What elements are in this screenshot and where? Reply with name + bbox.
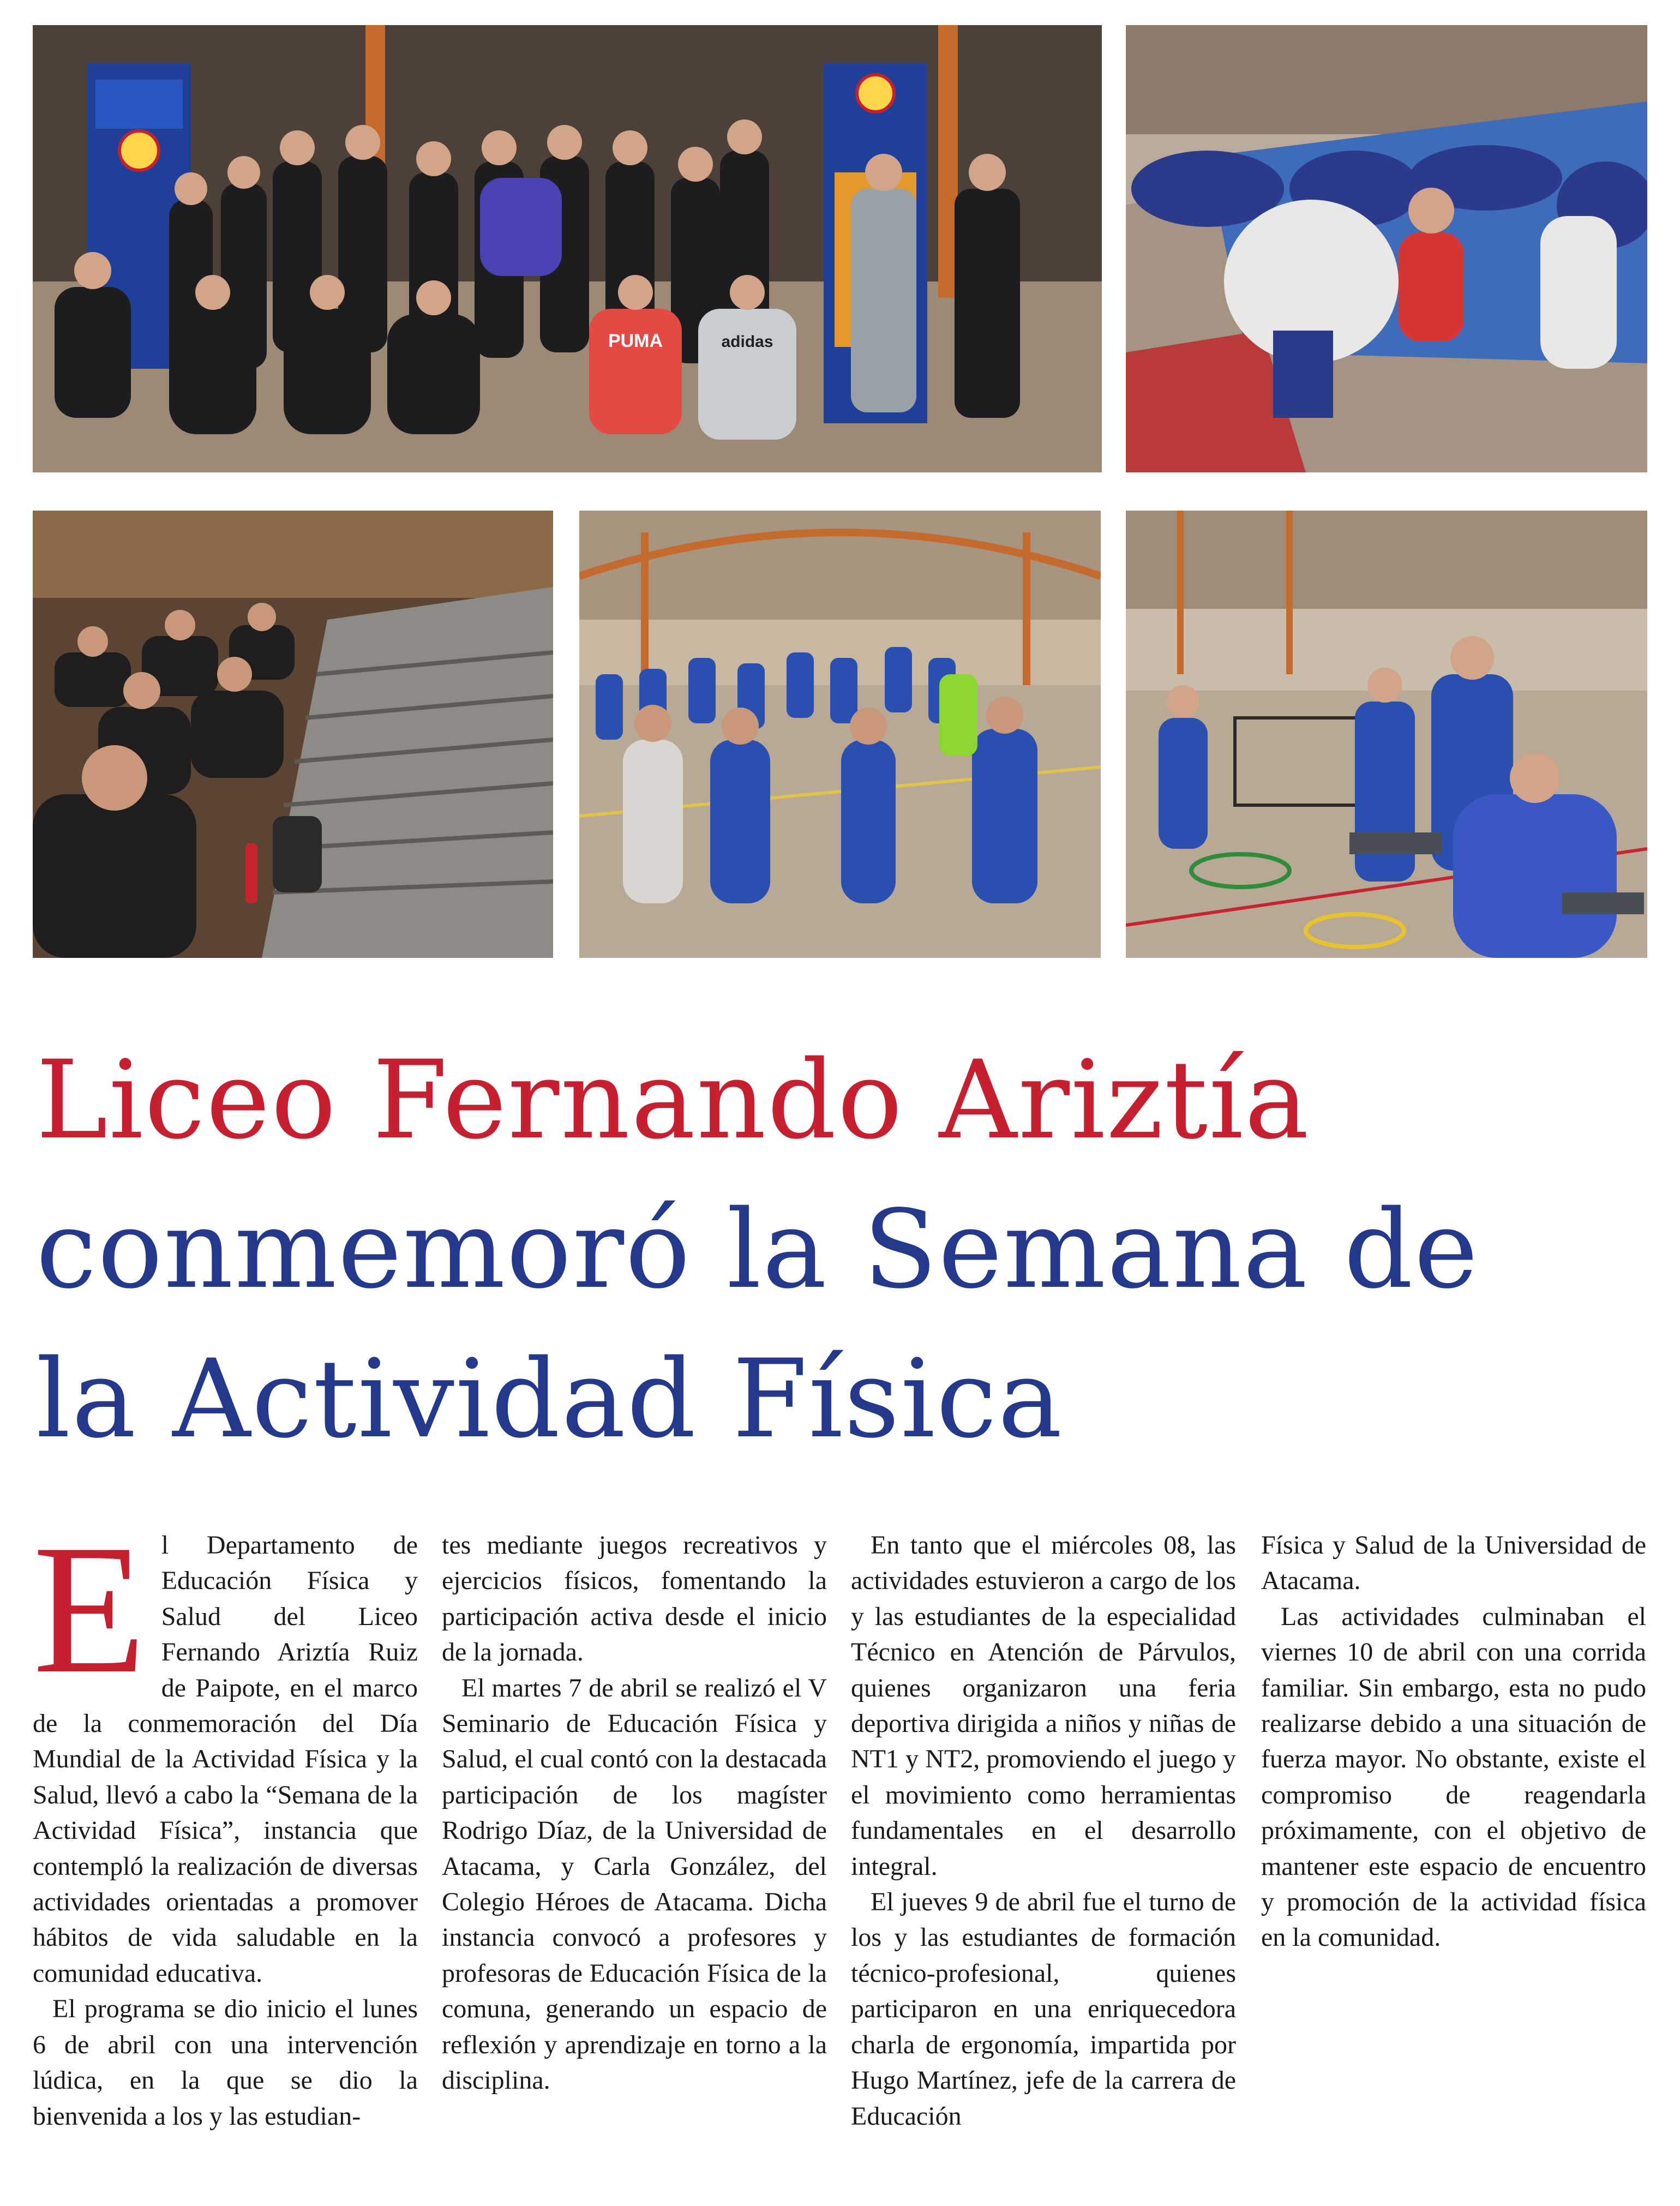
headline-line-1: Liceo Fernando Ariztía [36, 1037, 1310, 1163]
photo-group-teachers [33, 25, 1102, 472]
photo-seminar-auditorium [33, 511, 553, 958]
paragraph: Las actividades culminaban el viernes 10 de abril con una corrida familiar. Sin embargo, esta no pudo realizarse debido a una situación de fuerza mayor. No obstante, existe el compromiso de reagendarla próximamente, con el objetivo de mantener este espacio de encuentro y promoción de la actividad física en la comunidad. [1261, 1602, 1646, 1952]
paragraph: El martes 7 de abril se realizó el V Seminario de Educación Física y Salud, el cual contó con la destacada participación de los magíster Rodrigo Díaz, de la Universidad de Atacama, y Carla González, del Colegio Héroes de Atacama. Dicha instancia convocó a profesores y profesoras de Educación Física de la comuna, generando un espacio de reflexión y aprendizaje en torno a la disciplina. [442, 1673, 827, 2095]
paragraph: l Departamento de Educación Física y Salud del Liceo Fernando Ariztía Ruiz de Paipote, en el marco de la conmemoración del Día Mundial de la Actividad Física y la Salud, llevó a cabo la “Semana de la Actividad Física”, instancia que contempló la realización de diversas actividades orientadas a promover hábitos de vida saludable en la comunidad educativa. [33, 1531, 418, 1988]
drop-cap: E [33, 1506, 146, 1712]
paragraph: Física y Salud de la Universidad de Atacama. [1261, 1531, 1646, 1596]
adidas-shirt-text: adidas [721, 333, 773, 351]
article-column-3 [851, 1527, 1236, 2134]
paragraph: El jueves 9 de abril fue el turno de los y las estudiantes de formación técnico-profesional, quienes participaron en una enriquecedora charla de ergonomía, impartida por Hugo Martínez, jefe de la carrera de Educación [851, 1887, 1236, 2131]
headline-line-2: conmemoró la Semana de [36, 1186, 1479, 1312]
puma-shirt-text: PUMA [608, 331, 663, 351]
photo-kids-obstacle-course [1126, 511, 1647, 958]
article-column-1 [33, 1506, 418, 2134]
paragraph: tes mediante juegos recreativos y ejercicios físicos, fomentando la participación activa desde el inicio de la jornada. [442, 1531, 827, 1667]
article-column-4 [1261, 1527, 1646, 1956]
article-headline [36, 1026, 1645, 1474]
photo-kids-dancing-gym [579, 511, 1101, 958]
headline-line-3: la Actividad Física [36, 1336, 1064, 1462]
paragraph: En tanto que el miércoles 08, las actividades estuvieron a cargo de los y las estudiantes de la especialidad Técnico en Atención de Párvulos, quienes organizaron una feria deportiva dirigida a niños y niñas de NT1 y NT2, promoviendo el juego y el movimiento como herramientas fundamentales en el desarrollo integral. [851, 1531, 1236, 1881]
article-column-2 [442, 1527, 827, 2099]
paragraph: El programa se dio inicio el lunes 6 de abril con una intervención lúdica, en la que se dio la bienvenida a los y las estudian- [33, 1994, 418, 2131]
photo-kids-exercise-mats [1126, 25, 1647, 472]
